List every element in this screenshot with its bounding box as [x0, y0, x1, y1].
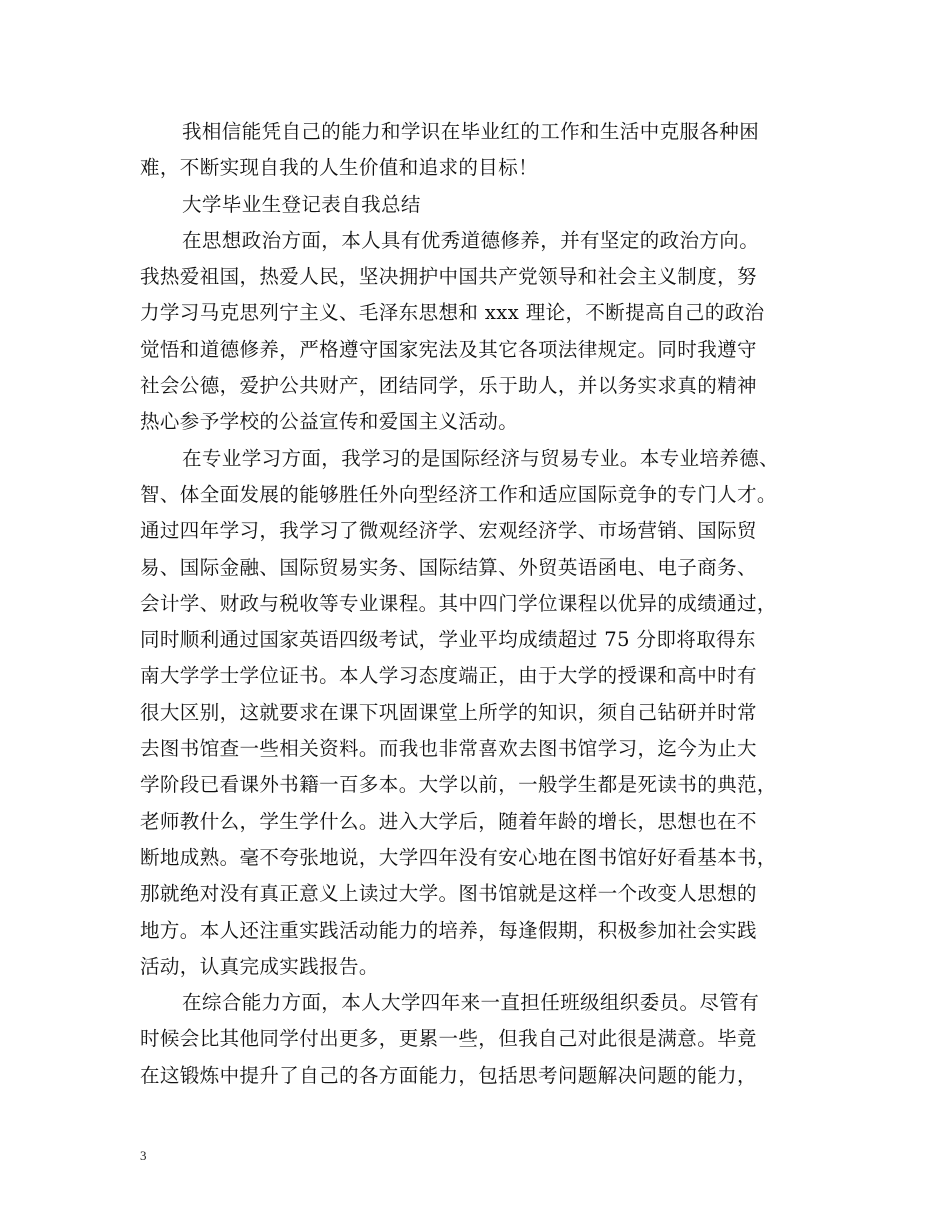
text-line: 地方。本人还注重实践活动能力的培养，每逢假期，积极参加社会实践 [140, 918, 757, 942]
text-line: 学阶段已看课外书籍一百多本。大学以前，一般学生都是死读书的典范， [140, 773, 777, 797]
text-line: 断地成熟。毫不夸张地说，大学四年没有安心地在图书馆好好看基本书， [140, 845, 777, 869]
text-line: 我相信能凭自己的能力和学识在毕业红的工作和生活中克服各种困 [182, 120, 760, 143]
text-line: 力学习马克思列宁主义、毛泽东思想和 xxx 理论，不断提高自己的政治 [140, 301, 765, 325]
document-body [140, 114, 840, 1094]
page-number: 3 [140, 1148, 147, 1163]
text-line: 很大区别，这就要求在课下巩固课堂上所学的知识，须自己钻研并时常 [140, 700, 757, 724]
text-line: 那就绝对没有真正意义上读过大学。图书馆就是这样一个改变人思想的 [140, 882, 757, 906]
text-line: 智、体全面发展的能够胜任外向型经济工作和适应国际竞争的专门人才。 [140, 482, 777, 506]
text-line: 时候会比其他同学付出更多，更累一些，但我自己对此很是满意。毕竟 [140, 1027, 757, 1051]
text-line: 活动，认真完成实践报告。 [140, 954, 379, 978]
text-line: 去图书馆查一些相关资料。而我也非常喜欢去图书馆学习，迄今为止大 [140, 737, 757, 761]
text-line: 在专业学习方面，我学习的是国际经济与贸易专业。本专业培养德、 [182, 446, 780, 470]
text-line: 在这锻炼中提升了自己的各方面能力，包括思考问题解决问题的能力， [140, 1063, 757, 1087]
section-heading: 大学毕业生登记表自我总结 [182, 192, 421, 216]
text-line: 我热爱祖国，热爱人民，坚决拥护中国共产党领导和社会主义制度，努 [140, 265, 757, 289]
text-line: 在综合能力方面，本人大学四年来一直担任班级组织委员。尽管有 [182, 991, 760, 1015]
text-line: 南大学学士学位证书。本人学习态度端正，由于大学的授课和高中时有 [140, 664, 757, 688]
text-line: 社会公德，爱护公共财产，团结同学，乐于助人，并以务实求真的精神 [140, 374, 757, 398]
text-line: 易、国际金融、国际贸易实务、国际结算、外贸英语函电、电子商务、 [140, 555, 757, 579]
text-line: 觉悟和道德修养，严格遵守国家宪法及其它各项法律规定。同时我遵守 [140, 337, 757, 361]
text-line: 通过四年学习，我学习了微观经济学、宏观经济学、市场营销、国际贸 [140, 519, 757, 543]
text-line: 热心参予学校的公益宣传和爱国主义活动。 [140, 410, 519, 434]
text-line: 在思想政治方面，本人具有优秀道德修养，并有坚定的政治方向。 [182, 228, 760, 252]
text-line: 会计学、财政与税收等专业课程。其中四门学位课程以优异的成绩通过， [140, 591, 777, 615]
text-line: 老师教什么，学生学什么。进入大学后，随着年龄的增长，思想也在不 [140, 809, 757, 833]
text-line: 难，不断实现自我的人生价值和追求的目标！ [140, 156, 539, 180]
text-line: 同时顺利通过国家英语四级考试，学业平均成绩超过 75 分即将取得东 [140, 628, 756, 652]
